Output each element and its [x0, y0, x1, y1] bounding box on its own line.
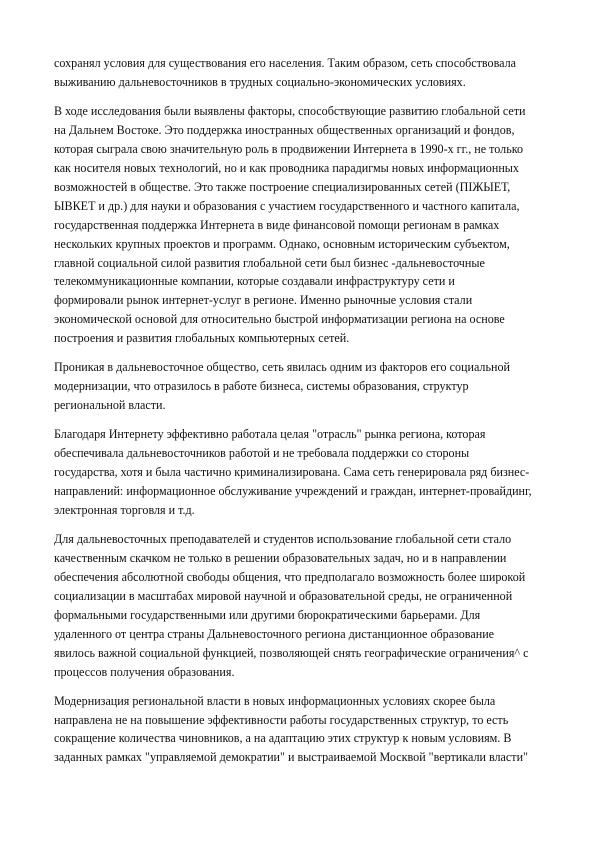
text-line: государственная поддержка Интернета в виде финансовой помощи регионам в рамках	[54, 217, 500, 232]
text-line: направлений: информационное обслуживание учреждений и граждан, интернет-провайдинг,	[54, 484, 532, 499]
document-page	[54, 54, 574, 777]
text-line: Модернизация региональной власти в новых информационных условиях скорее была	[54, 693, 496, 708]
text-line: социализации в масштабах мировой научной и образовательной среды, не ограниченной	[54, 588, 513, 603]
text-line: выживанию дальневосточников в трудных социально-экономических условиях.	[54, 74, 466, 89]
text-line: удаленного от центра страны Дальневосточного региона дистанционное образование	[54, 626, 495, 641]
text-line: главной социальной силой развития глобальной сети был бизнес -дальневосточные	[54, 255, 485, 270]
text-line: ЫВКЕТ и др.) для науки и образования с участием государственного и частного капитала,	[54, 198, 520, 213]
paragraph-4	[54, 425, 574, 520]
text-line: Благодаря Интернету эффективно работала целая "отрасль" рынка региона, которая	[54, 427, 486, 442]
text-line: государства, хотя и была частично криминализирована. Сама сеть генерировала ряд бизнес-	[54, 465, 530, 480]
text-line: возможностей в обществе. Это также построение специализированных сетей (ПІЖЫЕТ,	[54, 179, 511, 194]
text-line: как носителя новых технологий, но и как проводника парадигмы новых информационных	[54, 160, 519, 175]
text-line: сохранял условия для существования его населения. Таким образом, сеть способствовала	[54, 56, 517, 70]
text-line: модернизации, что отразилось в работе бизнеса, системы образования, структур	[54, 379, 469, 394]
text-line: процессов получения образования.	[54, 664, 235, 679]
text-line: Для дальневосточных преподавателей и студентов использование глобальной сети стало	[54, 531, 512, 546]
paragraph-1	[54, 54, 574, 92]
paragraph-2	[54, 102, 574, 348]
text-line: электронная торговля и т.д.	[54, 502, 195, 517]
text-line: явилось важной социальной функцией, позволяющей снять географические ограничения^ с	[54, 645, 529, 660]
paragraph-3	[54, 358, 574, 415]
paragraph-6	[54, 692, 574, 768]
paragraph-5	[54, 530, 574, 682]
text-line: сокращение количества чиновников, а на адаптацию этих структур к новым условиям. В	[54, 731, 512, 746]
text-line: экономической основой для относительно быстрой информатизации региона на основе	[54, 312, 505, 327]
text-line: обеспечения абсолютной свободы общения, что предполагало возможность более широкой	[54, 569, 526, 584]
text-line: качественным скачком не только в решении образовательных задач, но и в направлении	[54, 550, 507, 565]
text-line: нескольких крупных проектов и программ. Однако, основным историческим субъектом,	[54, 236, 510, 251]
text-line: заданных рамках "управляемой демократии" и выстраиваемой Москвой "вертикали власти"	[54, 750, 528, 765]
text-line: построения и развития глобальных компьютерных сетей.	[54, 331, 350, 346]
text-line: обеспечивала дальневосточников работой и не требовала поддержки со стороны	[54, 446, 470, 461]
text-line: Проникая в дальневосточное общество, сеть явилась одним из факторов его социальной	[54, 360, 510, 375]
text-line: формальными государственными или другими бюрократическими барьерами. Для	[54, 607, 481, 622]
text-line: региональной власти.	[54, 398, 166, 413]
text-line: которая сыграла свою значительную роль в продвижении Интернета в 1990-х гг., не только	[54, 141, 524, 156]
text-line: направлена не на повышение эффективности работы государственных структур, то есть	[54, 712, 509, 727]
text-line: В ходе исследования были выявлены факторы, способствующие развитию глобальной сети	[54, 103, 526, 118]
text-line: на Дальнем Востоке. Это поддержка иностранных общественных организаций и фондов,	[54, 122, 515, 137]
text-line: телекоммуникационные компании, которые создавали инфраструктуру сети и	[54, 274, 455, 289]
text-line: формировали рынок интернет-услуг в регионе. Именно рыночные условия стали	[54, 293, 473, 308]
